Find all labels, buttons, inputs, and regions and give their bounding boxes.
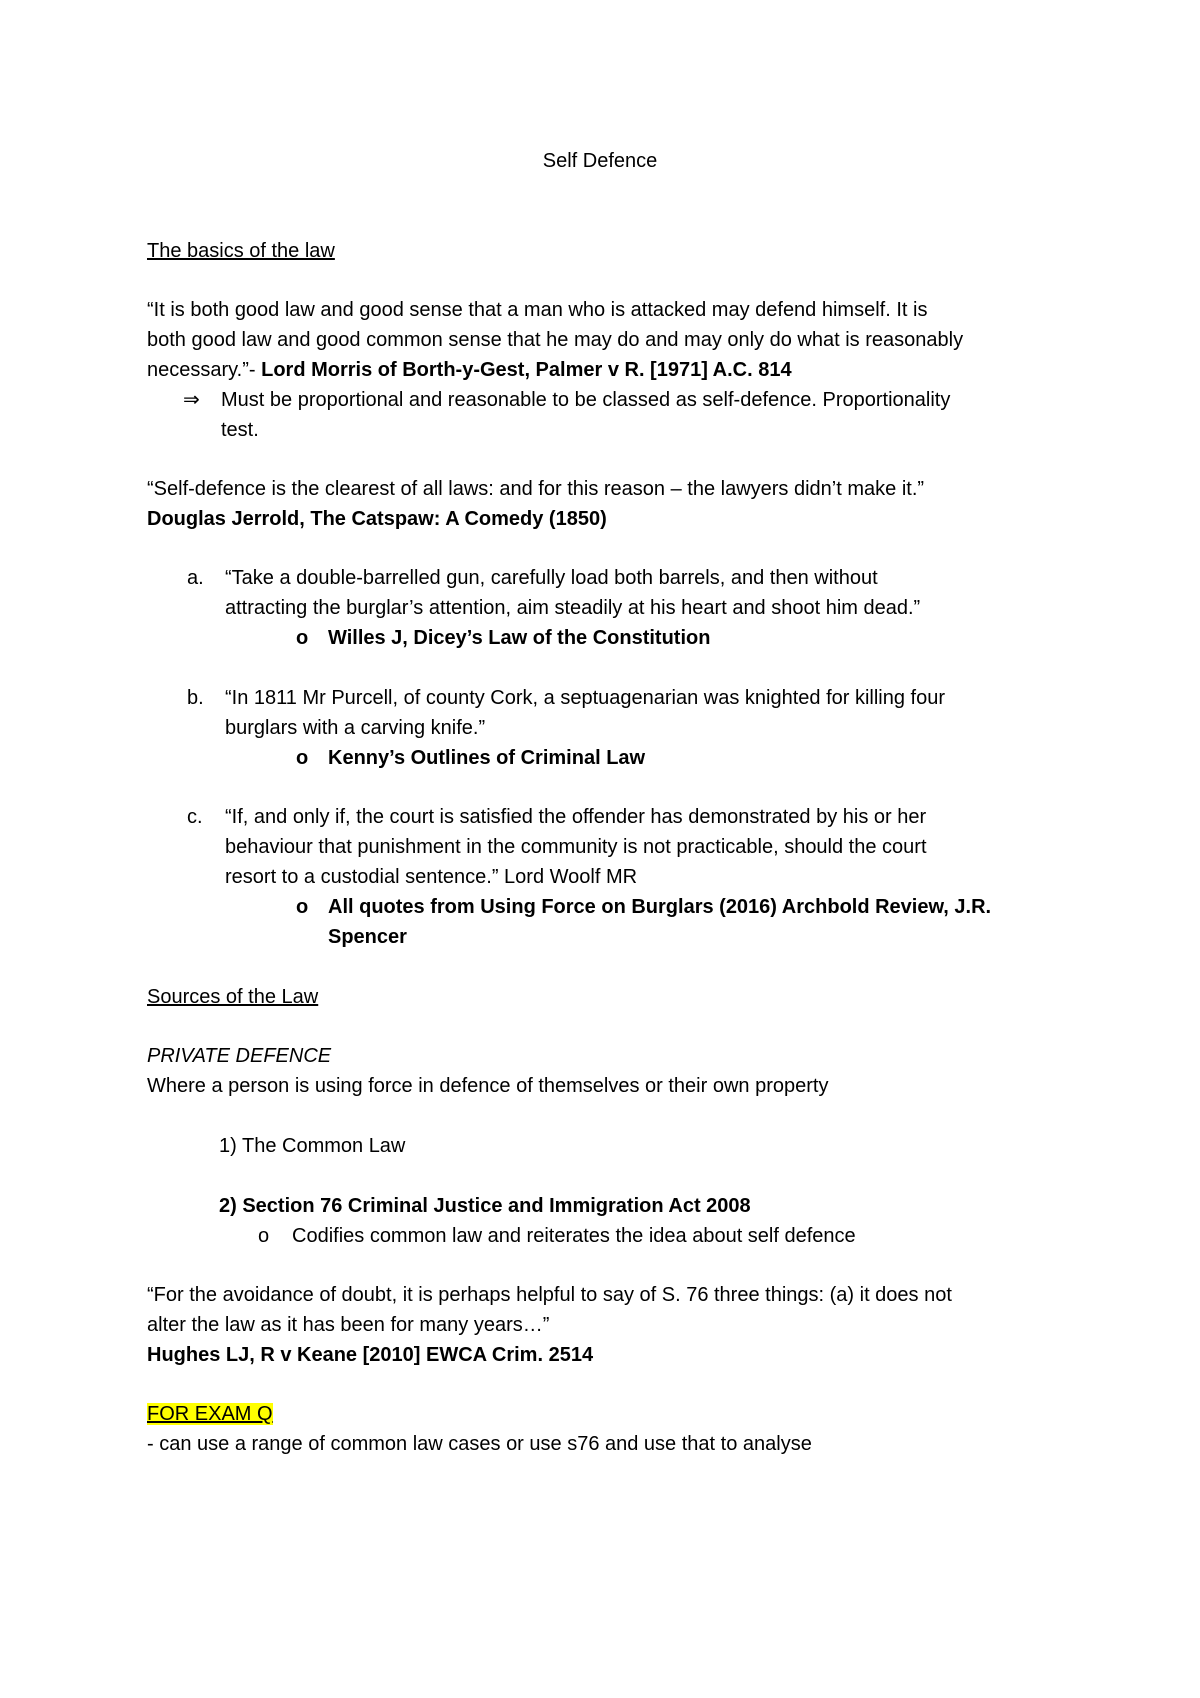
- quote-jerrold-line-1: “Self-defence is the clearest of all laws: and for this reason – the lawyers didn’t make it.”: [147, 478, 925, 500]
- quote-keane-citation: Hughes LJ, R v Keane [2010] EWCA Crim. 2514: [147, 1344, 594, 1366]
- exam-heading-highlight: FOR EXAM Q: [147, 1403, 273, 1425]
- quote-palmer-citation: Lord Morris of Borth-y-Gest, Palmer v R. [1971] A.C. 814: [261, 359, 792, 381]
- exam-heading: [147, 1399, 273, 1429]
- list-item-c-line-3: resort to a custodial sentence.” Lord Woolf MR: [225, 866, 638, 888]
- quote-palmer-line-2: both good law and good common sense that he may do and may only do what is reasonably: [147, 329, 964, 351]
- list-item-b-citation: Kenny’s Outlines of Criminal Law: [328, 747, 646, 769]
- exam-note: - can use a range of common law cases or use s76 and use that to analyse: [147, 1433, 812, 1455]
- section-heading-basics: The basics of the law: [147, 240, 335, 262]
- section-heading-sources: Sources of the Law: [147, 986, 319, 1008]
- list-item-c-line-2: behaviour that punishment in the community is not practicable, should the court: [225, 836, 927, 858]
- sub-bullet-icon: o: [296, 627, 309, 649]
- list-marker-c: c.: [187, 806, 203, 828]
- list-marker-b: b.: [187, 687, 204, 709]
- quote-palmer-line-3: [147, 355, 792, 385]
- list-item-a-line-2: attracting the burglar’s attention, aim steadily at his heart and shoot him dead.”: [225, 597, 921, 619]
- list-item-b-line-1: “In 1811 Mr Purcell, of county Cork, a septuagenarian was knighted for killing four: [225, 687, 945, 709]
- arrow-note-line-2: test.: [221, 419, 259, 441]
- list-item-a-citation: Willes J, Dicey’s Law of the Constitution: [328, 627, 711, 649]
- sub-bullet-icon: o: [296, 747, 309, 769]
- arrow-note-line-1: Must be proportional and reasonable to be classed as self-defence. Proportionality: [221, 389, 951, 411]
- list-marker-a: a.: [187, 567, 204, 589]
- private-defence-heading: PRIVATE DEFENCE: [147, 1045, 332, 1067]
- quote-keane-line-1: “For the avoidance of doubt, it is perhaps helpful to say of S. 76 three things: (a) it does not: [147, 1284, 952, 1306]
- quote-palmer-text-end: necessary.”-: [147, 359, 262, 381]
- arrow-bullet-icon: ⇒: [183, 389, 200, 411]
- sub-bullet-icon: o: [258, 1225, 270, 1247]
- source-item-common-law: 1) The Common Law: [219, 1135, 406, 1157]
- sub-bullet-icon: o: [296, 896, 309, 918]
- quote-jerrold-citation: Douglas Jerrold, The Catspaw: A Comedy (1850): [147, 508, 607, 530]
- quote-keane-line-2: alter the law as it has been for many years…”: [147, 1314, 550, 1336]
- list-item-c-citation-line-1: All quotes from Using Force on Burglars (2016) Archbold Review, J.R.: [328, 896, 992, 918]
- page-title: Self Defence: [542, 150, 658, 172]
- quote-palmer-line-1: “It is both good law and good sense that a man who is attacked may defend himself. It is: [147, 299, 928, 321]
- list-item-b-line-2: burglars with a carving knife.”: [225, 717, 486, 739]
- list-item-c-citation-line-2: Spencer: [328, 926, 407, 948]
- source-item-section-76: 2) Section 76 Criminal Justice and Immigration Act 2008: [219, 1195, 751, 1217]
- list-item-a-line-1: “Take a double-barrelled gun, carefully load both barrels, and then without: [225, 567, 878, 589]
- private-defence-description: Where a person is using force in defence of themselves or their own property: [147, 1075, 829, 1097]
- list-item-c-line-1: “If, and only if, the court is satisfied the offender has demonstrated by his or her: [225, 806, 927, 828]
- section-76-note: Codifies common law and reiterates the idea about self defence: [292, 1225, 856, 1247]
